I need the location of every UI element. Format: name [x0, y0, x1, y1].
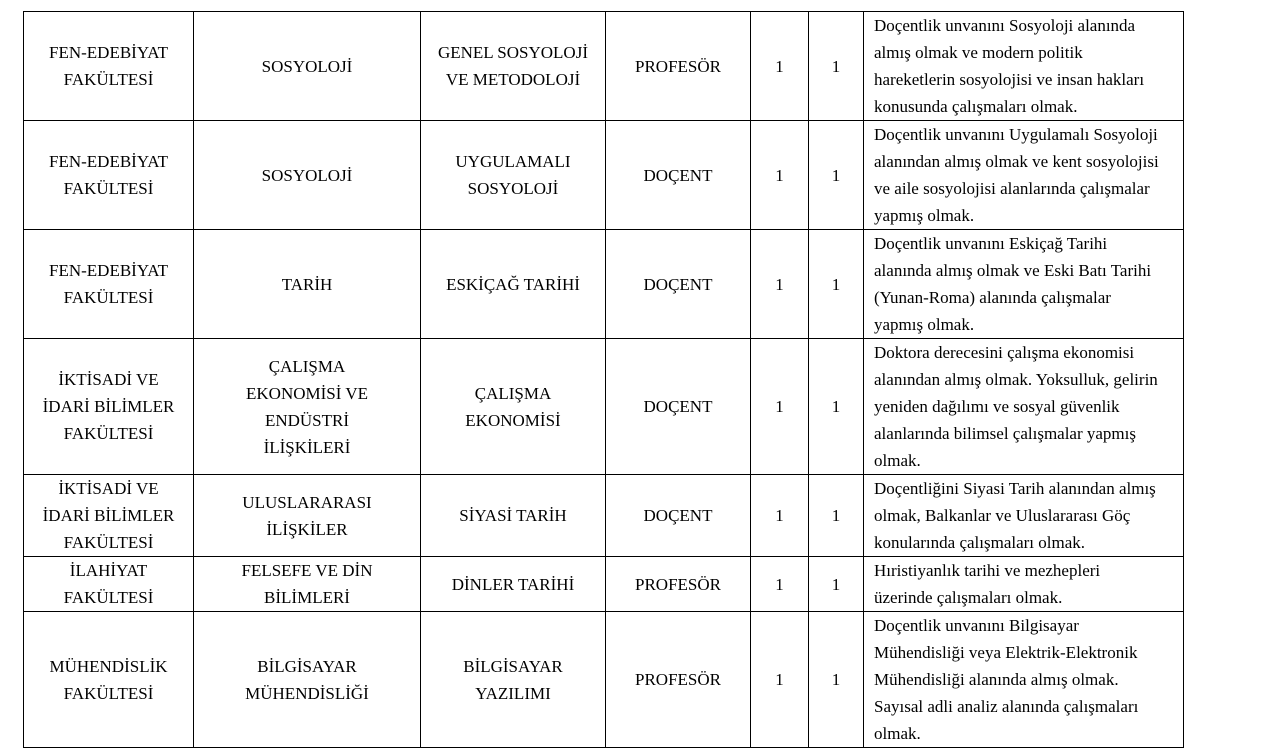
department-cell: FELSEFE VE DİN BİLİMLERİ [194, 557, 421, 612]
count-cell: 1 [751, 12, 809, 121]
count-cell: 1 [751, 612, 809, 748]
title-cell: PROFESÖR [606, 557, 751, 612]
count-cell: 1 [809, 12, 864, 121]
requirements-cell: Doçentlik unvanını Eskiçağ Tarihi alanında almış olmak ve Eski Batı Tarihi (Yunan-Roma) alanında çalışmalar yapmış olmak. [864, 230, 1184, 339]
count-cell: 1 [751, 121, 809, 230]
faculty-cell: FEN-EDEBİYAT FAKÜLTESİ [24, 230, 194, 339]
positions-table [23, 11, 1184, 748]
title-cell: PROFESÖR [606, 612, 751, 748]
subfield-cell: BİLGİSAYAR YAZILIMI [421, 612, 606, 748]
title-cell: DOÇENT [606, 475, 751, 557]
faculty-cell: FEN-EDEBİYAT FAKÜLTESİ [24, 121, 194, 230]
subfield-cell: ESKİÇAĞ TARİHİ [421, 230, 606, 339]
requirements-cell: Doçentlik unvanını Bilgisayar Mühendisliği veya Elektrik-Elektronik Mühendisliği alanında almış olmak. Sayısal adli analiz alanında çalışmaları olmak. [864, 612, 1184, 748]
count-cell: 1 [751, 475, 809, 557]
department-cell: SOSYOLOJİ [194, 121, 421, 230]
subfield-cell: GENEL SOSYOLOJİ VE METODOLOJİ [421, 12, 606, 121]
title-cell: DOÇENT [606, 121, 751, 230]
department-cell: ULUSLARARASI İLİŞKİLER [194, 475, 421, 557]
count-cell: 1 [809, 475, 864, 557]
count-cell: 1 [809, 612, 864, 748]
department-cell: ÇALIŞMA EKONOMİSİ VE ENDÜSTRİ İLİŞKİLERİ [194, 339, 421, 475]
count-cell: 1 [809, 339, 864, 475]
requirements-cell: Hıristiyanlık tarihi ve mezhepleri üzerinde çalışmaları olmak. [864, 557, 1184, 612]
requirements-cell: Doçentlik unvanını Uygulamalı Sosyoloji alanından almış olmak ve kent sosyolojisi ve aile sosyolojisi alanlarında çalışmalar yapmış olmak. [864, 121, 1184, 230]
count-cell: 1 [751, 230, 809, 339]
faculty-cell: FEN-EDEBİYAT FAKÜLTESİ [24, 12, 194, 121]
table-row [24, 612, 1184, 748]
faculty-cell: İLAHİYAT FAKÜLTESİ [24, 557, 194, 612]
faculty-cell: İKTİSADİ VE İDARİ BİLİMLER FAKÜLTESİ [24, 475, 194, 557]
requirements-cell: Doktora derecesini çalışma ekonomisi alanından almış olmak. Yoksulluk, gelirin yeniden dağılımı ve sosyal güvenlik alanlarında bilimsel çalışmalar yapmış olmak. [864, 339, 1184, 475]
table-row [24, 230, 1184, 339]
table-row [24, 12, 1184, 121]
subfield-cell: SİYASİ TARİH [421, 475, 606, 557]
requirements-cell: Doçentliğini Siyasi Tarih alanından almış olmak, Balkanlar ve Uluslararası Göç konularında çalışmaları olmak. [864, 475, 1184, 557]
title-cell: PROFESÖR [606, 12, 751, 121]
requirements-cell: Doçentlik unvanını Sosyoloji alanında almış olmak ve modern politik hareketlerin sosyolojisi ve insan hakları konusunda çalışmaları olmak. [864, 12, 1184, 121]
subfield-cell: DİNLER TARİHİ [421, 557, 606, 612]
faculty-cell: İKTİSADİ VE İDARİ BİLİMLER FAKÜLTESİ [24, 339, 194, 475]
department-cell: TARİH [194, 230, 421, 339]
table-row [24, 339, 1184, 475]
subfield-cell: ÇALIŞMA EKONOMİSİ [421, 339, 606, 475]
table-row [24, 557, 1184, 612]
count-cell: 1 [809, 557, 864, 612]
subfield-cell: UYGULAMALI SOSYOLOJİ [421, 121, 606, 230]
department-cell: SOSYOLOJİ [194, 12, 421, 121]
faculty-cell: MÜHENDİSLİK FAKÜLTESİ [24, 612, 194, 748]
table-row [24, 475, 1184, 557]
count-cell: 1 [809, 121, 864, 230]
count-cell: 1 [751, 339, 809, 475]
department-cell: BİLGİSAYAR MÜHENDİSLİĞİ [194, 612, 421, 748]
count-cell: 1 [751, 557, 809, 612]
table-row [24, 121, 1184, 230]
count-cell: 1 [809, 230, 864, 339]
title-cell: DOÇENT [606, 339, 751, 475]
title-cell: DOÇENT [606, 230, 751, 339]
